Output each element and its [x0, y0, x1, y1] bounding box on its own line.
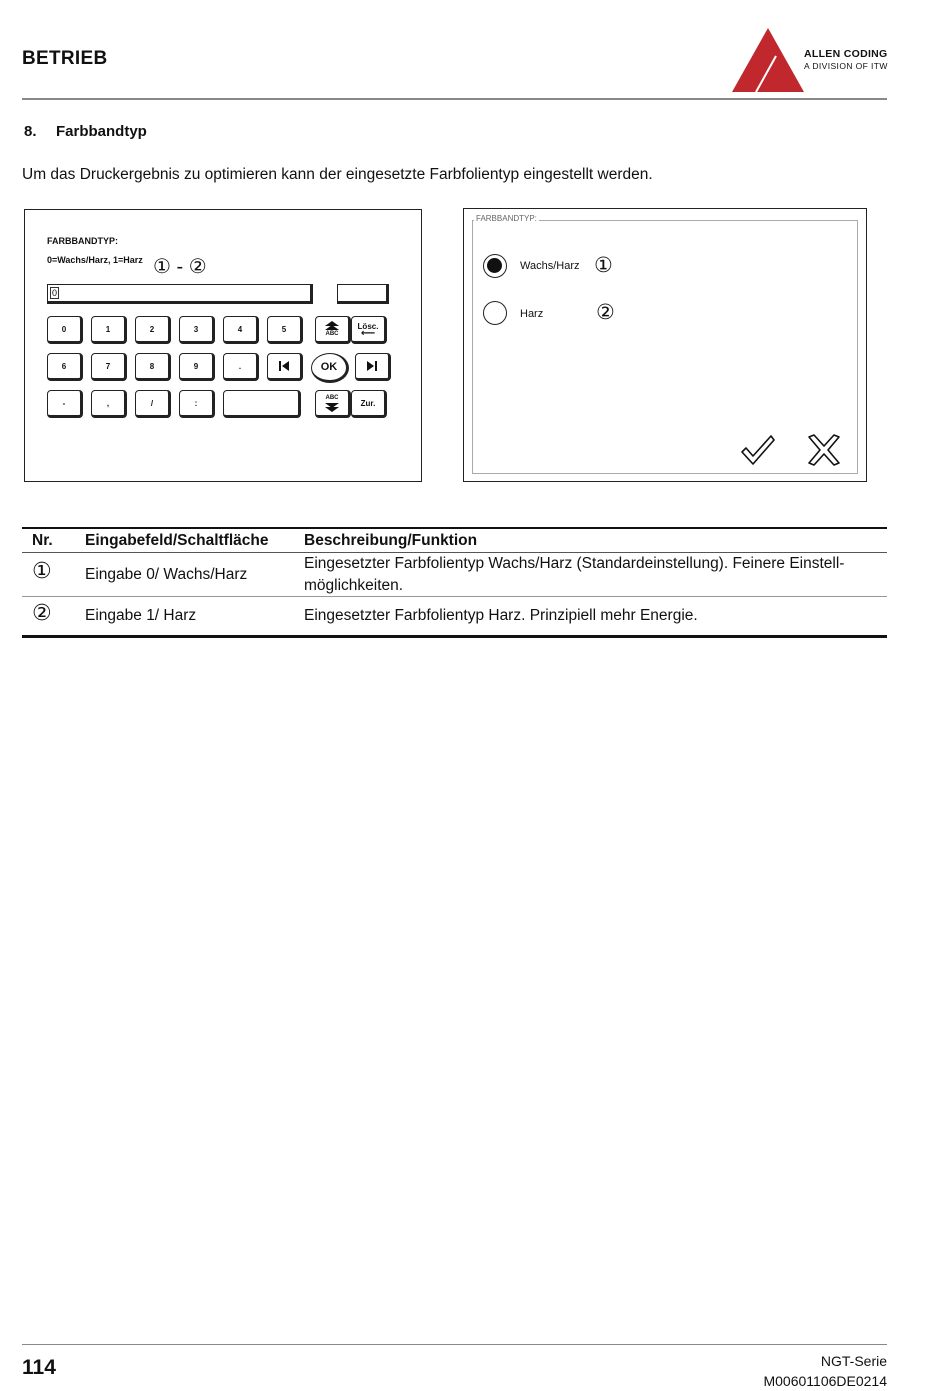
skip-back-icon [278, 360, 290, 372]
table-top-rule [22, 527, 887, 529]
ok-button[interactable]: OK [311, 353, 349, 383]
radio-screen [463, 208, 867, 482]
keyboard-screen [24, 209, 422, 482]
marker-1: ① [594, 254, 613, 277]
key-colon[interactable]: : [179, 390, 215, 418]
key-5[interactable]: 5 [267, 316, 303, 344]
footer-rule [22, 1344, 887, 1345]
page-header-title: BETRIEB [22, 48, 108, 69]
table-header-rule [22, 552, 887, 553]
abc-up-label: ABC [325, 330, 339, 337]
radio-harz[interactable] [483, 301, 507, 325]
range-markers: ① - ② [153, 256, 207, 278]
key-minus[interactable]: - [47, 390, 83, 418]
delete-button[interactable] [351, 316, 387, 344]
cursor-end-button[interactable] [355, 353, 391, 381]
table-row-2-desc: Eingesetzter Farbfolientyp Harz. Prinzipiell mehr Energie. [304, 607, 698, 624]
key-3[interactable]: 3 [179, 316, 215, 344]
key-6[interactable]: 6 [47, 353, 83, 381]
radio-wachs-harz[interactable] [483, 254, 507, 278]
table-bottom-rule [22, 635, 887, 638]
footer-series: NGT-Serie [820, 1353, 887, 1369]
radio-wachs-harz-label: Wachs/Harz [520, 260, 580, 272]
confirm-button[interactable] [740, 434, 776, 471]
section-heading [24, 123, 147, 140]
key-dot[interactable]: . [223, 353, 259, 381]
table-row-1-field: Eingabe 0/ Wachs/Harz [85, 566, 248, 583]
abc-up-button[interactable] [315, 316, 351, 344]
close-icon [806, 434, 842, 466]
abc-down-button[interactable] [315, 390, 351, 418]
key-4[interactable]: 4 [223, 316, 259, 344]
intro-text: Um das Druckergebnis zu optimieren kann der eingesetzte Farbfolientyp eingestellt werden. [22, 166, 653, 183]
backspace-arrow-icon: ⟵ [360, 327, 376, 339]
company-logo [732, 26, 892, 96]
section-number: 8. [24, 123, 37, 140]
key-7[interactable]: 7 [91, 353, 127, 381]
marker-2: ② [596, 301, 615, 324]
table-row-1-desc-line1: Eingesetzter Farbfolientyp Wachs/Harz (Standardeinstellung). Feinere Einstell- [304, 555, 845, 572]
table-header-description: Beschreibung/Funktion [304, 532, 478, 549]
key-slash[interactable]: / [135, 390, 171, 418]
skip-forward-icon [366, 360, 378, 372]
double-arrow-up-icon [325, 321, 339, 331]
double-arrow-down-icon [325, 402, 339, 412]
footer-doc-id: M00601106DE0214 [763, 1373, 887, 1389]
table-row-2-field: Eingabe 1/ Harz [85, 607, 197, 624]
key-2[interactable]: 2 [135, 316, 171, 344]
table-row-1-nr: ① [32, 558, 52, 583]
space-key[interactable] [223, 390, 301, 418]
back-button[interactable]: Zur. [351, 390, 387, 418]
page-number: 114 [22, 1356, 56, 1379]
section-title: Farbbandtyp [56, 123, 147, 140]
table-row-2-nr: ② [32, 600, 52, 625]
radio-group-legend: FARBBANDTYP: [476, 214, 537, 223]
key-1[interactable]: 1 [91, 316, 127, 344]
abc-down-label: ABC [325, 394, 339, 401]
value-input[interactable] [47, 284, 313, 304]
cancel-button[interactable] [806, 434, 842, 471]
key-9[interactable]: 9 [179, 353, 215, 381]
logo-triangle-icon [732, 26, 804, 96]
keyboard-hint: 0=Wachs/Harz, 1=Harz [47, 255, 143, 265]
logo-name: ALLEN CODING [804, 48, 888, 60]
table-header-nr: Nr. [32, 532, 53, 549]
key-0[interactable]: 0 [47, 316, 83, 344]
key-8[interactable]: 8 [135, 353, 171, 381]
table-row-1-desc-line2: möglichkeiten. [304, 577, 404, 594]
radio-group-frame [472, 220, 858, 474]
table-row-rule [22, 596, 887, 597]
key-comma[interactable]: , [91, 390, 127, 418]
radio-harz-label: Harz [520, 308, 544, 320]
checkmark-icon [740, 434, 776, 466]
logo-subtitle: A DIVISION OF ITW [804, 61, 888, 71]
unit-field [337, 284, 389, 304]
keyboard-field-label: FARBBANDTYP: [47, 236, 118, 246]
table-header-field: Eingabefeld/Schaltfläche [85, 532, 269, 549]
cursor-start-button[interactable] [267, 353, 303, 381]
footer-info [763, 1351, 887, 1391]
input-value: 0 [52, 288, 58, 298]
header-rule [22, 98, 887, 100]
delete-label: Lösc. [357, 321, 379, 331]
